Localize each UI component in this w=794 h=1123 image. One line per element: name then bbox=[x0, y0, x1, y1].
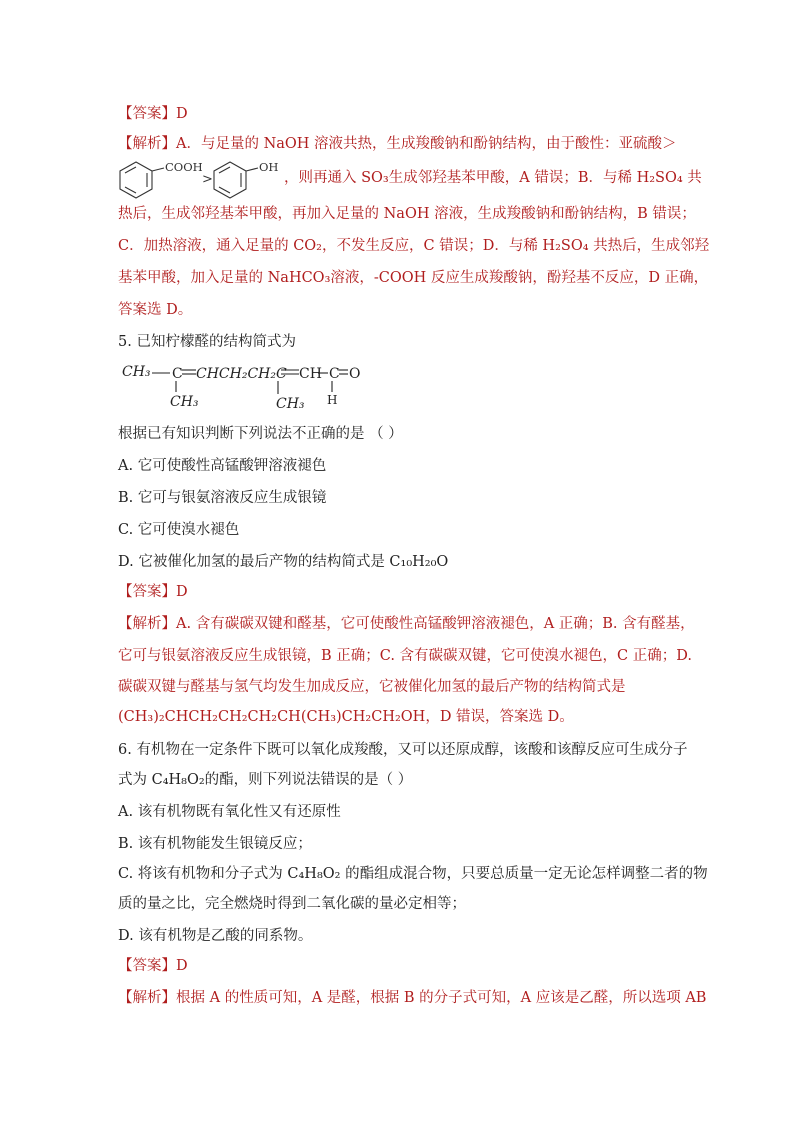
q6-option-a: A. 该有机物既有氧化性又有还原性 bbox=[118, 804, 341, 820]
q5-option-d: D. 它被催化加氢的最后产物的结构简式是 C₁₀H₂₀O bbox=[118, 554, 449, 570]
answer-value: D bbox=[176, 958, 188, 974]
analysis-text: 根据 A 的性质可知，A 是醛，根据 B 的分子式可知，A 应该是乙醛，所以选项 AB bbox=[176, 990, 707, 1006]
aldehyde-h: H bbox=[327, 393, 338, 407]
ch3-left: CH₃ bbox=[122, 364, 151, 380]
q4-analysis-line-3: 热后，生成邻羟基苯甲酸，再加入足量的 NaOH 溶液，生成羧酸钠和酚钠结构，B 错误； bbox=[118, 206, 696, 222]
oxygen-atom: O bbox=[349, 366, 361, 382]
q4-analysis-line-1 bbox=[118, 134, 677, 154]
q5-analysis-line-1 bbox=[118, 614, 695, 634]
cooh-label: COOH bbox=[165, 160, 203, 174]
ch-group: CH bbox=[299, 366, 322, 382]
answer-value: D bbox=[176, 584, 188, 600]
c1-atom: C bbox=[172, 366, 183, 382]
analysis-tag: 【解析】 bbox=[118, 616, 176, 632]
q5-stem: 5. 已知柠檬醛的结构简式为 bbox=[118, 334, 296, 350]
q5-option-b: B. 它可与银氨溶液反应生成银镜 bbox=[118, 490, 327, 506]
benzoic-acid-phenol-structure bbox=[118, 156, 288, 202]
chain-fragment: CHCH₂CH₂C bbox=[196, 366, 287, 382]
q6-option-d: D. 该有机物是乙酸的同系物。 bbox=[118, 928, 313, 944]
q6-option-b: B. 该有机物能发生银镜反应； bbox=[118, 836, 312, 852]
aldehyde-c: C bbox=[329, 366, 340, 382]
ch3-branch-2: CH₃ bbox=[276, 396, 305, 412]
q4-analysis-line-2 bbox=[284, 168, 702, 188]
oh-label: OH bbox=[259, 160, 279, 174]
q4-analysis-line-4: C．加热溶液，通入足量的 CO₂，不发生反应，C 错误；D．与稀 H₂SO₄ 共热后，生成邻羟 bbox=[118, 238, 710, 254]
q5-analysis-line-3: 碳碳双键与醛基与氢气均发生加成反应，它被催化加氢的最后产物的结构简式是 bbox=[118, 679, 626, 695]
q6-stem-line-1: 6. 有机物在一定条件下既可以氧化成羧酸，又可以还原成醇，该酸和该醇反应可生成分子 bbox=[118, 742, 688, 758]
q5-analysis-line-4: (CH₃)₂CHCH₂CH₂CH₂CH(CH₃)CH₂CH₂OH，D 错误，答案选 D。 bbox=[118, 709, 574, 725]
q5-question: 根据已有知识判断下列说法不正确的是 （ ） bbox=[118, 426, 403, 442]
citral-structural-formula bbox=[118, 356, 378, 414]
q6-option-c-line-2: 质的量之比，完全燃烧时得到二氧化碳的量必定相等； bbox=[118, 896, 466, 912]
q5-option-a: A. 它可使酸性高锰酸钾溶液褪色 bbox=[118, 458, 327, 474]
analysis-text: A. 含有碳碳双键和醛基，它可使酸性高锰酸钾溶液褪色，A 正确；B. 含有醛基， bbox=[176, 616, 695, 632]
q5-option-c: C. 它可使溴水褪色 bbox=[118, 522, 240, 538]
q4-analysis-line-5: 基苯甲酸，加入足量的 NaHCO₃溶液，-COOH 反应生成羧酸钠，酚羟基不反应，D 正确， bbox=[118, 270, 709, 286]
q6-stem-line-2: 式为 C₄H₈O₂的酯，则下列说法错误的是（ ） bbox=[118, 772, 413, 788]
q5-answer-line bbox=[118, 582, 188, 602]
q6-option-c-line-1: C. 将该有机物和分子式为 C₄H₈O₂ 的酯组成混合物，只要总质量一定无论怎样调整二者的物 bbox=[118, 866, 708, 882]
analysis-tag: 【解析】 bbox=[118, 136, 176, 152]
q5-analysis-line-2: 它可与银氨溶液反应生成银镜，B 正确；C. 含有碳碳双键，它可使溴水褪色，C 正确；D. bbox=[118, 648, 692, 664]
answer-tag: 【答案】 bbox=[118, 106, 176, 122]
analysis-text: A．与足量的 NaOH 溶液共热，生成羧酸钠和酚钠结构，由于酸性：亚硫酸＞ bbox=[176, 136, 677, 152]
greater-than-sign: > bbox=[202, 172, 213, 187]
answer-tag: 【答案】 bbox=[118, 958, 176, 974]
q6-answer-line bbox=[118, 956, 188, 976]
analysis-text: ，则再通入 SO₃生成邻羟基苯甲酸，A 错误；B．与稀 H₂SO₄ 共 bbox=[284, 170, 702, 186]
answer-value: D bbox=[176, 106, 188, 122]
q6-analysis-line-1 bbox=[118, 988, 706, 1008]
answer-tag: 【答案】 bbox=[118, 584, 176, 600]
ch3-branch-1: CH₃ bbox=[170, 394, 199, 410]
q4-answer-line bbox=[118, 104, 188, 124]
q4-analysis-line-6: 答案选 D。 bbox=[118, 302, 193, 318]
analysis-tag: 【解析】 bbox=[118, 990, 176, 1006]
